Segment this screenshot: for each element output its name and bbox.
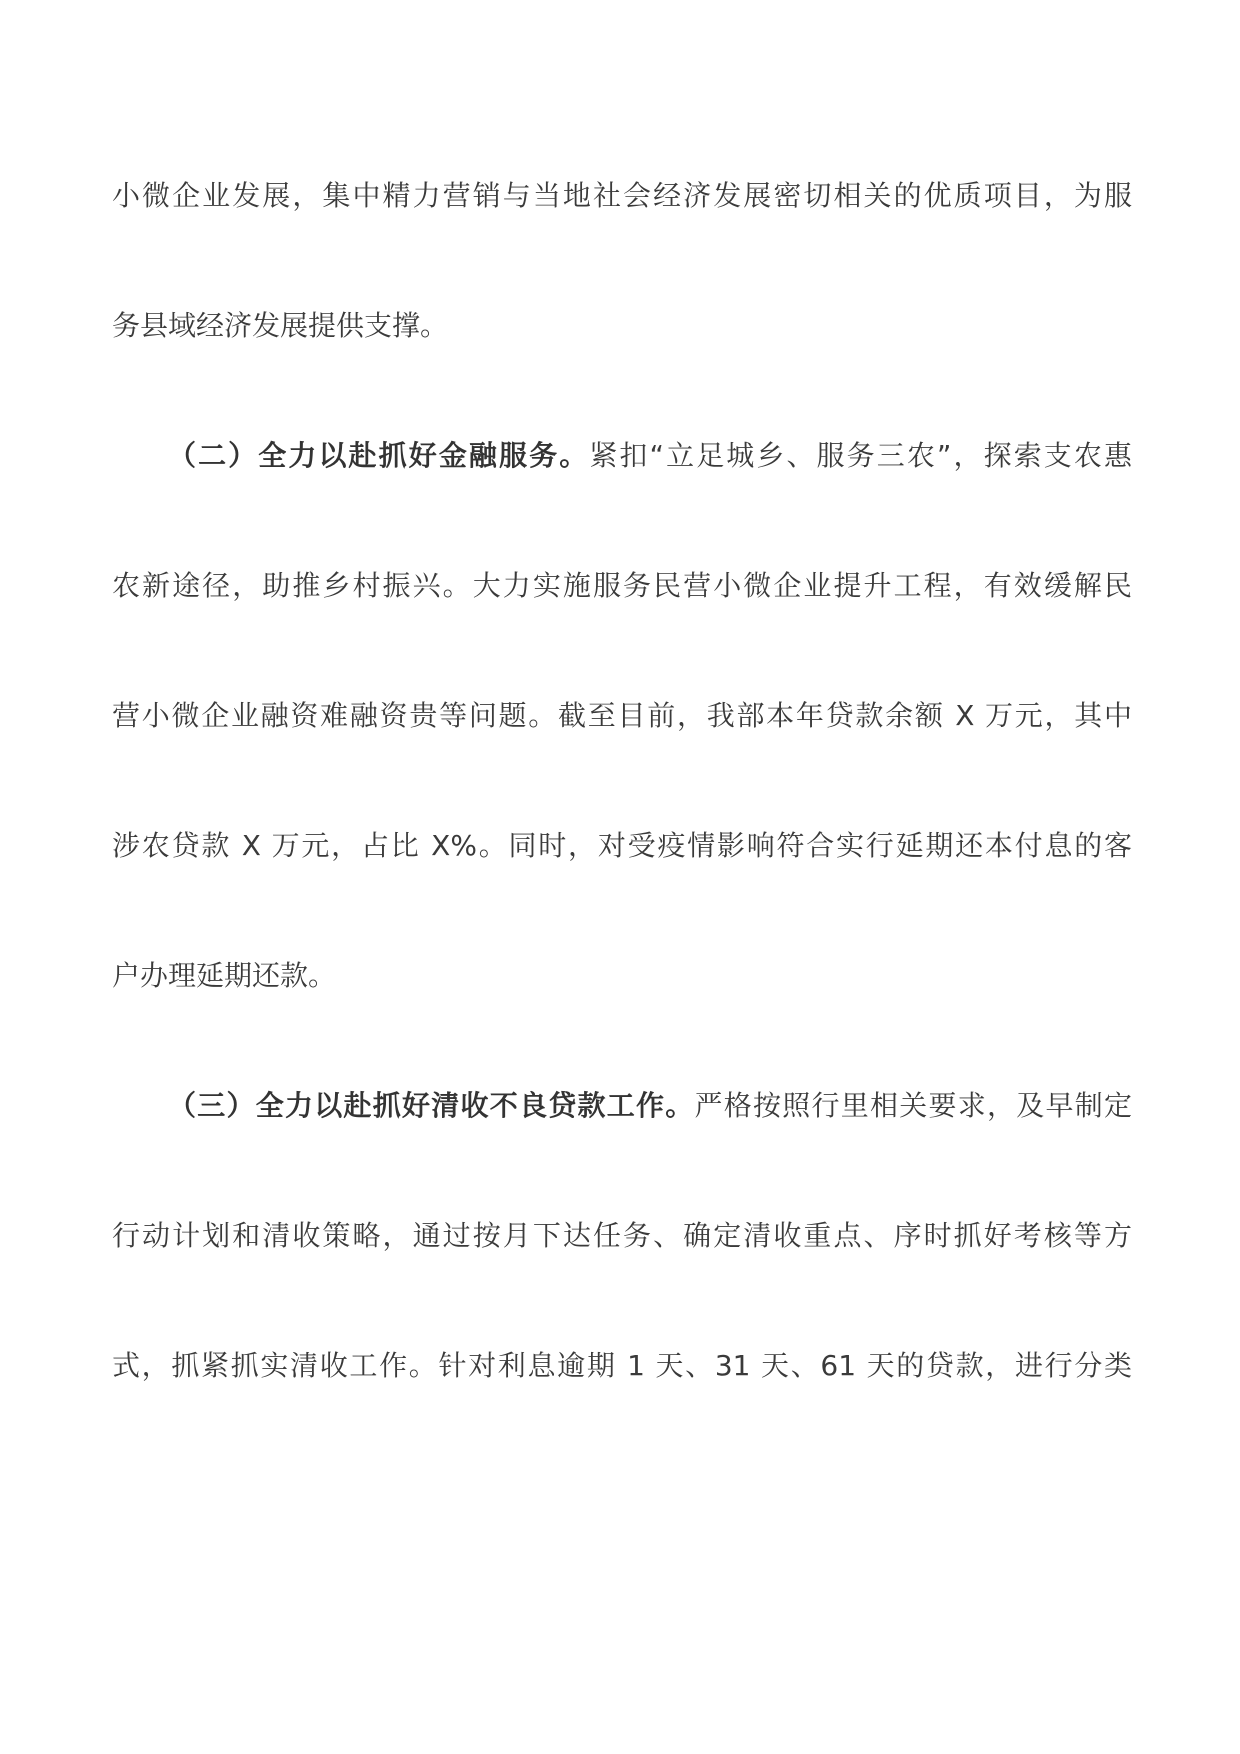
paragraph-line: 户办理延期还款。 (112, 959, 337, 992)
paragraph-line: 式，抓紧抓实清收工作。针对利息逾期 1 天、31 天、61 天的贷款，进行分类 (112, 1349, 1132, 1382)
paragraph-line: 涉农贷款 X 万元，占比 X%。同时，对受疫情影响符合实行延期还本付息的客 (112, 829, 1132, 862)
paragraph-line: 营小微企业融资难融资贵等问题。截至目前，我部本年贷款余额 X 万元，其中 (112, 699, 1132, 732)
paragraph-line: 行动计划和清收策略，通过按月下达任务、确定清收重点、序时抓好考核等方 (112, 1219, 1132, 1252)
section-heading: （二）全力以赴抓好金融服务。 (168, 439, 590, 472)
section-heading: （三）全力以赴抓好清收不良贷款工作。 (168, 1089, 695, 1122)
paragraph-line: 农新途径，助推乡村振兴。大力实施服务民营小微企业提升工程，有效缓解民 (112, 569, 1132, 602)
section-heading-line: （三）全力以赴抓好清收不良贷款工作。严格按照行里相关要求，及早制定 (168, 1089, 1132, 1122)
paragraph-line: 务县域经济发展提供支撑。 (112, 309, 449, 342)
section-heading-line: （二）全力以赴抓好金融服务。紧扣“立足城乡、服务三农”，探索支农惠 (168, 439, 1132, 472)
paragraph-line: 小微企业发展，集中精力营销与当地社会经济发展密切相关的优质项目，为服 (112, 179, 1132, 212)
